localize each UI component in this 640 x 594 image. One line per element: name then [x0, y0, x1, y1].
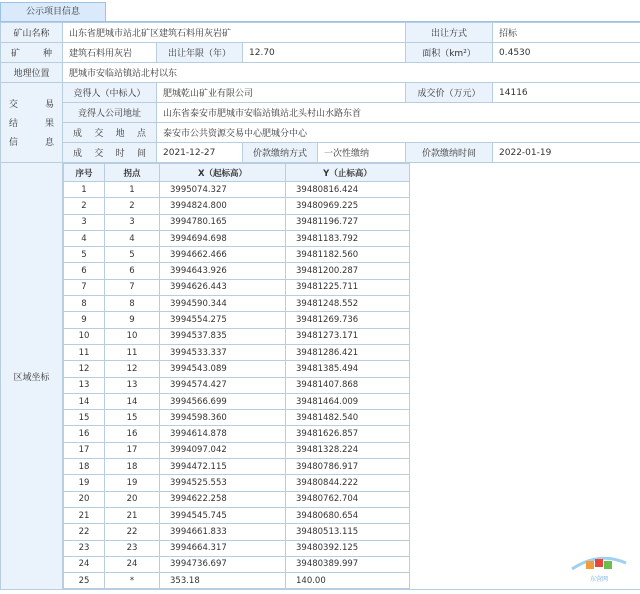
coord-cell: 3994824.800	[160, 198, 286, 214]
coord-cell: 3994614.878	[160, 426, 286, 442]
deal-time-label: 成 交 时 间	[63, 143, 157, 163]
table-row	[64, 393, 410, 409]
mine-name-label: 矿山名称	[1, 23, 63, 43]
coord-cell: 12	[64, 361, 105, 377]
table-row	[64, 230, 410, 246]
coord-cell: 2	[105, 198, 160, 214]
coord-cell: 5	[105, 247, 160, 263]
table-row	[64, 556, 410, 572]
transfer-method-value: 招标	[493, 23, 640, 43]
mineral-value: 建筑石料用灰岩	[63, 43, 157, 63]
coord-cell: 24	[105, 556, 160, 572]
coord-cell: 3995074.327	[160, 182, 286, 198]
coord-cell: 3994537.835	[160, 328, 286, 344]
location-value: 肥城市安临站镇站北村以东	[63, 63, 640, 83]
table-row	[64, 198, 410, 214]
coord-cell: 17	[64, 442, 105, 458]
coord-cell: 39480389.997	[286, 556, 410, 572]
coord-cell: 3994598.360	[160, 410, 286, 426]
coord-cell: 25	[64, 573, 105, 589]
coord-cell: 3994525.553	[160, 475, 286, 491]
coord-cell: 13	[105, 377, 160, 393]
watermark-text: 东营网	[589, 576, 609, 583]
coord-cell: 10	[105, 328, 160, 344]
watermark-block-1	[586, 561, 594, 569]
table-row	[64, 279, 410, 295]
winner-value: 肥城乾山矿业有限公司	[157, 83, 406, 103]
table-row	[64, 426, 410, 442]
coords-table	[63, 163, 410, 589]
coord-cell: 3994590.344	[160, 296, 286, 312]
coord-cell: 6	[64, 263, 105, 279]
coord-cell: 39481626.857	[286, 426, 410, 442]
coord-cell: 3994736.697	[160, 556, 286, 572]
mineral-label: 矿 种	[1, 43, 63, 63]
coord-cell: 24	[64, 556, 105, 572]
tab-public-info[interactable]: 公示项目信息	[0, 2, 106, 22]
coord-header-0: 序号	[64, 164, 105, 182]
coord-cell: 3994543.089	[160, 361, 286, 377]
coord-cell: 39481286.421	[286, 344, 410, 360]
coord-cell: 19	[64, 475, 105, 491]
coord-cell: 39481385.494	[286, 361, 410, 377]
table-row	[64, 459, 410, 475]
coord-cell: 39481196.727	[286, 214, 410, 230]
coord-cell: 39480392.125	[286, 540, 410, 556]
coord-cell: 39481482.540	[286, 410, 410, 426]
coord-cell: 6	[105, 263, 160, 279]
coord-cell: 3994554.275	[160, 312, 286, 328]
pay-method-value: 一次性缴纳	[318, 143, 406, 163]
coord-cell: 18	[105, 459, 160, 475]
coord-cell: 3994533.337	[160, 344, 286, 360]
coord-cell: 39480762.704	[286, 491, 410, 507]
coord-cell: 11	[105, 344, 160, 360]
table-row	[64, 540, 410, 556]
pay-time-value: 2022-01-19	[493, 143, 640, 163]
table-row	[64, 344, 410, 360]
table-row	[64, 263, 410, 279]
coord-cell: 39480844.222	[286, 475, 410, 491]
coord-cell: 3994662.466	[160, 247, 286, 263]
pay-method-label: 价款缴纳方式	[243, 143, 318, 163]
coord-header-2: X（起标高）	[160, 164, 286, 182]
tab-bar	[0, 0, 640, 22]
coord-cell: 39481183.792	[286, 230, 410, 246]
coord-cell: 39481464.009	[286, 393, 410, 409]
coord-cell: 3	[64, 214, 105, 230]
coord-cell: 3994472.115	[160, 459, 286, 475]
table-row	[64, 507, 410, 523]
coord-cell: 11	[64, 344, 105, 360]
table-row	[64, 475, 410, 491]
coord-cell: 5	[64, 247, 105, 263]
coord-cell: 18	[64, 459, 105, 475]
coord-cell: 22	[64, 524, 105, 540]
table-row	[64, 573, 410, 589]
coord-cell: 23	[64, 540, 105, 556]
location-label: 地理位置	[1, 63, 63, 83]
winner-label: 竞得人（中标人）	[63, 83, 157, 103]
term-label: 出让年限（年）	[157, 43, 243, 63]
coord-cell: 22	[105, 524, 160, 540]
table-row	[64, 296, 410, 312]
coord-cell: 9	[64, 312, 105, 328]
table-row	[64, 312, 410, 328]
coord-cell: 39481328.224	[286, 442, 410, 458]
coord-cell: 23	[105, 540, 160, 556]
coords-cell	[63, 163, 640, 590]
coord-cell: 14	[105, 393, 160, 409]
table-row	[64, 247, 410, 263]
table-row	[64, 491, 410, 507]
coord-cell: 39480786.917	[286, 459, 410, 475]
watermark-block-2	[595, 559, 603, 567]
deal-place-value: 泰安市公共资源交易中心肥城分中心	[157, 123, 640, 143]
coord-cell: 14	[64, 393, 105, 409]
coord-cell: 13	[64, 377, 105, 393]
coord-cell: 39481269.736	[286, 312, 410, 328]
coord-header-3: Y（止标高）	[286, 164, 410, 182]
project-info-table	[0, 22, 640, 590]
coord-cell: 1	[105, 182, 160, 198]
price-value: 14116	[493, 83, 640, 103]
coord-cell: 8	[105, 296, 160, 312]
winner-addr-value: 山东省泰安市肥城市安临站镇站北头村山水路东首	[157, 103, 640, 123]
coord-cell: 3994626.443	[160, 279, 286, 295]
coord-cell: 2	[64, 198, 105, 214]
deal-time-value: 2021-12-27	[157, 143, 243, 163]
coord-cell: 16	[105, 426, 160, 442]
coord-cell: 39481407.868	[286, 377, 410, 393]
coord-cell: 3	[105, 214, 160, 230]
coord-cell: 39480816.424	[286, 182, 410, 198]
coord-cell: 3994643.926	[160, 263, 286, 279]
coord-cell: 9	[105, 312, 160, 328]
coord-cell: 3994566.699	[160, 393, 286, 409]
transfer-method-label: 出让方式	[406, 23, 493, 43]
table-row	[64, 524, 410, 540]
table-row	[64, 214, 410, 230]
coord-cell: 3994622.258	[160, 491, 286, 507]
price-label: 成交价（万元）	[406, 83, 493, 103]
coord-cell: 16	[64, 426, 105, 442]
coord-cell: 4	[105, 230, 160, 246]
coord-cell: *	[105, 573, 160, 589]
coord-cell: 140.00	[286, 573, 410, 589]
mine-name-value: 山东省肥城市站北矿区建筑石料用灰岩矿	[63, 23, 406, 43]
winner-addr-label: 竞得人公司地址	[63, 103, 157, 123]
coord-cell: 1	[64, 182, 105, 198]
term-value: 12.70	[243, 43, 406, 63]
coord-cell: 39481273.171	[286, 328, 410, 344]
table-row	[64, 442, 410, 458]
coord-cell: 39480969.225	[286, 198, 410, 214]
coord-cell: 12	[105, 361, 160, 377]
coord-cell: 21	[105, 507, 160, 523]
coord-cell: 39481200.287	[286, 263, 410, 279]
coord-cell: 3994780.165	[160, 214, 286, 230]
table-row	[64, 361, 410, 377]
coord-cell: 39481182.560	[286, 247, 410, 263]
coord-cell: 39481225.711	[286, 279, 410, 295]
coord-cell: 39481248.552	[286, 296, 410, 312]
deal-place-label: 成 交 地 点	[63, 123, 157, 143]
coord-cell: 10	[64, 328, 105, 344]
coord-cell: 8	[64, 296, 105, 312]
coord-cell: 3994664.317	[160, 540, 286, 556]
coord-cell: 3994574.427	[160, 377, 286, 393]
coord-cell: 15	[64, 410, 105, 426]
table-row	[64, 377, 410, 393]
coord-cell: 353.18	[160, 573, 286, 589]
coord-header-1: 拐点	[105, 164, 160, 182]
coord-cell: 3994097.042	[160, 442, 286, 458]
table-row	[64, 410, 410, 426]
table-row	[64, 328, 410, 344]
coord-cell: 3994661.833	[160, 524, 286, 540]
coord-cell: 7	[64, 279, 105, 295]
watermark-logo	[566, 547, 632, 587]
coord-cell: 20	[64, 491, 105, 507]
coord-cell: 39480680.654	[286, 507, 410, 523]
coord-cell: 19	[105, 475, 160, 491]
area-value: 0.4530	[493, 43, 640, 63]
coord-cell: 15	[105, 410, 160, 426]
area-label: 面积（km²）	[406, 43, 493, 63]
coord-cell: 3994545.745	[160, 507, 286, 523]
coord-cell: 39480513.115	[286, 524, 410, 540]
region-coords-label: 区域坐标	[1, 163, 63, 590]
coord-cell: 7	[105, 279, 160, 295]
coord-cell: 4	[64, 230, 105, 246]
watermark-block-3	[604, 561, 612, 569]
coord-cell: 3994694.698	[160, 230, 286, 246]
coord-cell: 20	[105, 491, 160, 507]
table-row	[64, 182, 410, 198]
coord-cell: 17	[105, 442, 160, 458]
result-label: 交 易 结 果 信 息	[1, 83, 63, 163]
pay-time-label: 价款缴纳时间	[406, 143, 493, 163]
coord-cell: 21	[64, 507, 105, 523]
